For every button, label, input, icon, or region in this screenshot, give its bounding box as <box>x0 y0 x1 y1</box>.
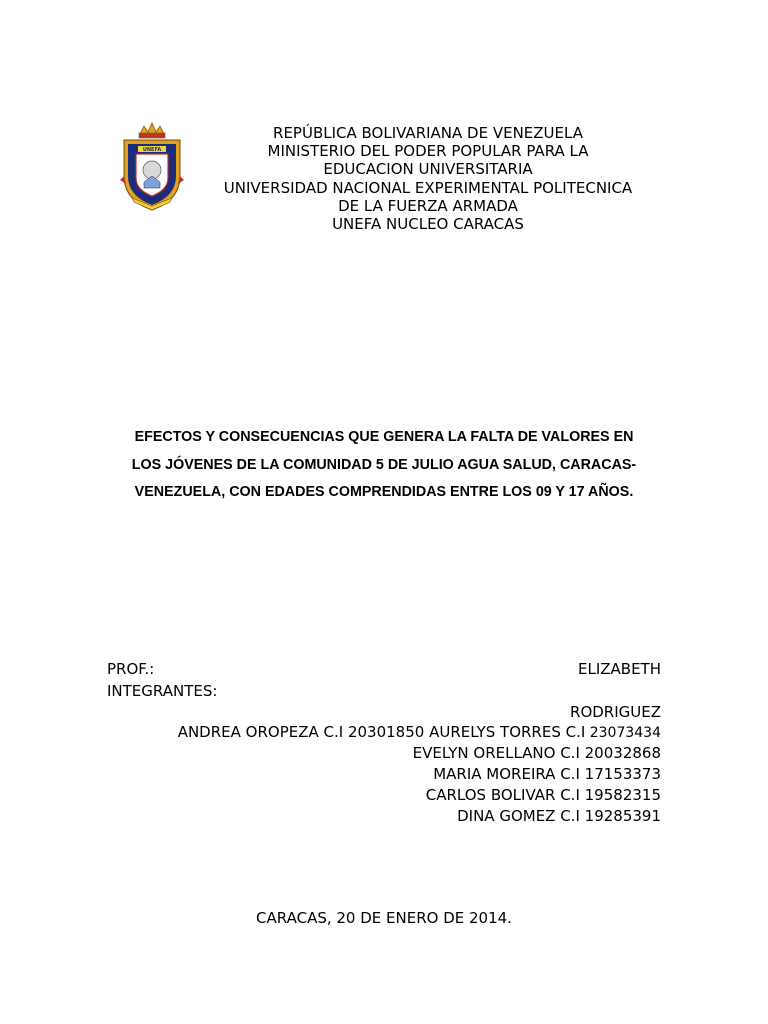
crest-text: UNEFA <box>142 147 162 153</box>
header-line-armed-forces: DE LA FUERZA ARMADA <box>338 196 518 215</box>
integrantes-label: INTEGRANTES: <box>107 682 218 700</box>
title-line-1: EFECTOS Y CONSECUENCIAS QUE GENERA LA FALTA DE VALORES EN <box>134 429 634 445</box>
member-evelyn: EVELYN ORELLANO C.I 20032868 <box>412 744 661 762</box>
member-dina: DINA GOMEZ C.I 19285391 <box>457 807 661 825</box>
university-crest-icon <box>118 120 186 214</box>
member-line-1-ci: 23073434 <box>585 725 661 741</box>
member-line-1 <box>178 722 661 743</box>
document-date: CARACAS, 20 DE ENERO DE 2014. <box>256 909 512 927</box>
header-line-education: EDUCACION UNIVERSITARIA <box>323 160 533 179</box>
member-maria: MARIA MOREIRA C.I 17153373 <box>433 765 661 783</box>
prof-name-last: RODRIGUEZ <box>570 703 661 721</box>
member-carlos: CARLOS BOLIVAR C.I 19582315 <box>425 786 661 804</box>
title-line-3: VENEZUELA, CON EDADES COMPRENDIDAS ENTRE LOS 09 Y 17 AÑOS. <box>134 484 634 500</box>
member-line-1-text: ANDREA OROPEZA C.I 20301850 AURELYS TORRES C.I <box>177 723 586 741</box>
header-line-ministry: MINISTERIO DEL PODER POPULAR PARA LA <box>267 142 589 161</box>
institution-header <box>190 124 666 233</box>
header-line-campus: UNEFA NUCLEO CARACAS <box>332 215 524 234</box>
document-title <box>96 424 672 507</box>
prof-label: PROF.: <box>107 660 155 678</box>
header-line-university: UNIVERSIDAD NACIONAL EXPERIMENTAL POLITECNICA <box>223 178 633 197</box>
title-line-2: LOS JÓVENES DE LA COMUNIDAD 5 DE JULIO AGUA SALUD, CARACAS- <box>131 456 637 473</box>
prof-name-first: ELIZABETH <box>577 660 661 678</box>
header-line-republic: REPÚBLICA BOLIVARIANA DE VENEZUELA <box>273 124 583 142</box>
